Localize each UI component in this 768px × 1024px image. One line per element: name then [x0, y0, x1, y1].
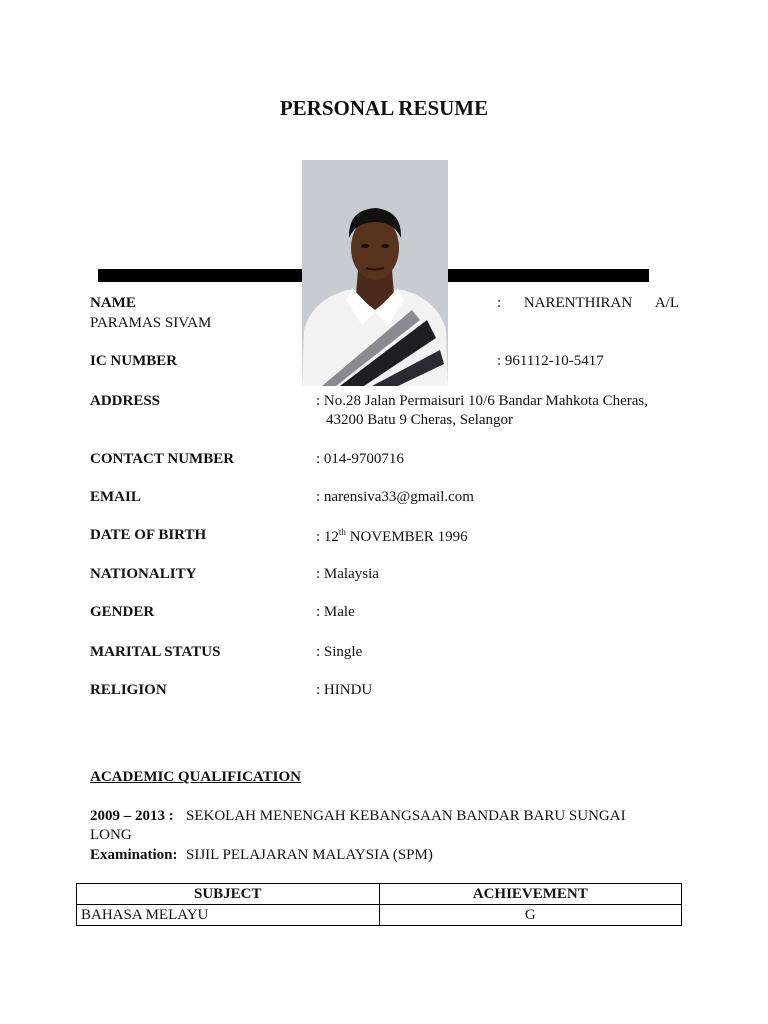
- nationality-value: : Malaysia: [316, 566, 379, 582]
- dob-label: DATE OF BIRTH: [90, 527, 207, 543]
- school-name: SEKOLAH MENENGAH KEBANGSAAN BANDAR BARU SUNGAI: [186, 808, 626, 824]
- results-header-row: [77, 884, 682, 905]
- ic-value: : 961112-10-5417: [497, 353, 604, 369]
- contact-value: : 014-9700716: [316, 451, 404, 467]
- achievement-header: ACHIEVEMENT: [379, 884, 682, 905]
- marital-status-label: MARITAL STATUS: [90, 644, 221, 660]
- header-divider-right: [446, 269, 649, 282]
- subject-header: SUBJECT: [77, 884, 380, 905]
- academic-heading: ACADEMIC QUALIFICATION: [90, 769, 301, 785]
- name-first: NARENTHIRAN: [523, 295, 633, 311]
- name-al: A/L: [654, 295, 679, 311]
- dob-day: : 12: [316, 529, 339, 545]
- school-years: 2009 – 2013 :: [90, 808, 174, 824]
- name-label: NAME: [90, 295, 136, 311]
- exam-label: Examination:: [90, 847, 178, 863]
- email-value: : narensiva33@gmail.com: [316, 489, 474, 505]
- address-label: ADDRESS: [90, 393, 161, 409]
- dob-value: [316, 527, 468, 546]
- marital-status-value: : Single: [316, 644, 363, 660]
- religion-label: RELIGION: [90, 682, 167, 698]
- results-table: [76, 883, 682, 926]
- name-colon: :: [497, 295, 502, 311]
- religion-value: : HINDU: [316, 682, 373, 698]
- nationality-label: NATIONALITY: [90, 566, 197, 582]
- grade-cell: G: [379, 905, 682, 926]
- name-value: [497, 295, 679, 312]
- table-row: [77, 905, 682, 926]
- dob-month-year: NOVEMBER 1996: [345, 529, 468, 545]
- gender-label: GENDER: [90, 604, 155, 620]
- address-line-2: 43200 Batu 9 Cheras, Selangor: [326, 412, 514, 428]
- contact-label: CONTACT NUMBER: [90, 451, 235, 467]
- subject-cell: BAHASA MELAYU: [77, 905, 380, 926]
- exam-value: SIJIL PELAJARAN MALAYSIA (SPM): [186, 847, 433, 863]
- school-name-continuation: LONG: [90, 827, 132, 843]
- gender-value: : Male: [316, 604, 355, 620]
- name-continuation: PARAMAS SIVAM: [90, 315, 212, 331]
- ic-label: IC NUMBER: [90, 353, 178, 369]
- portrait-image: [302, 160, 448, 386]
- profile-photo: [302, 160, 448, 386]
- page-title: PERSONAL RESUME: [279, 96, 489, 120]
- email-label: EMAIL: [90, 489, 141, 505]
- dob-suffix: th: [338, 527, 346, 537]
- header-divider-left: [98, 269, 303, 282]
- address-line-1: : No.28 Jalan Permaisuri 10/6 Bandar Mahkota Cheras,: [316, 393, 649, 409]
